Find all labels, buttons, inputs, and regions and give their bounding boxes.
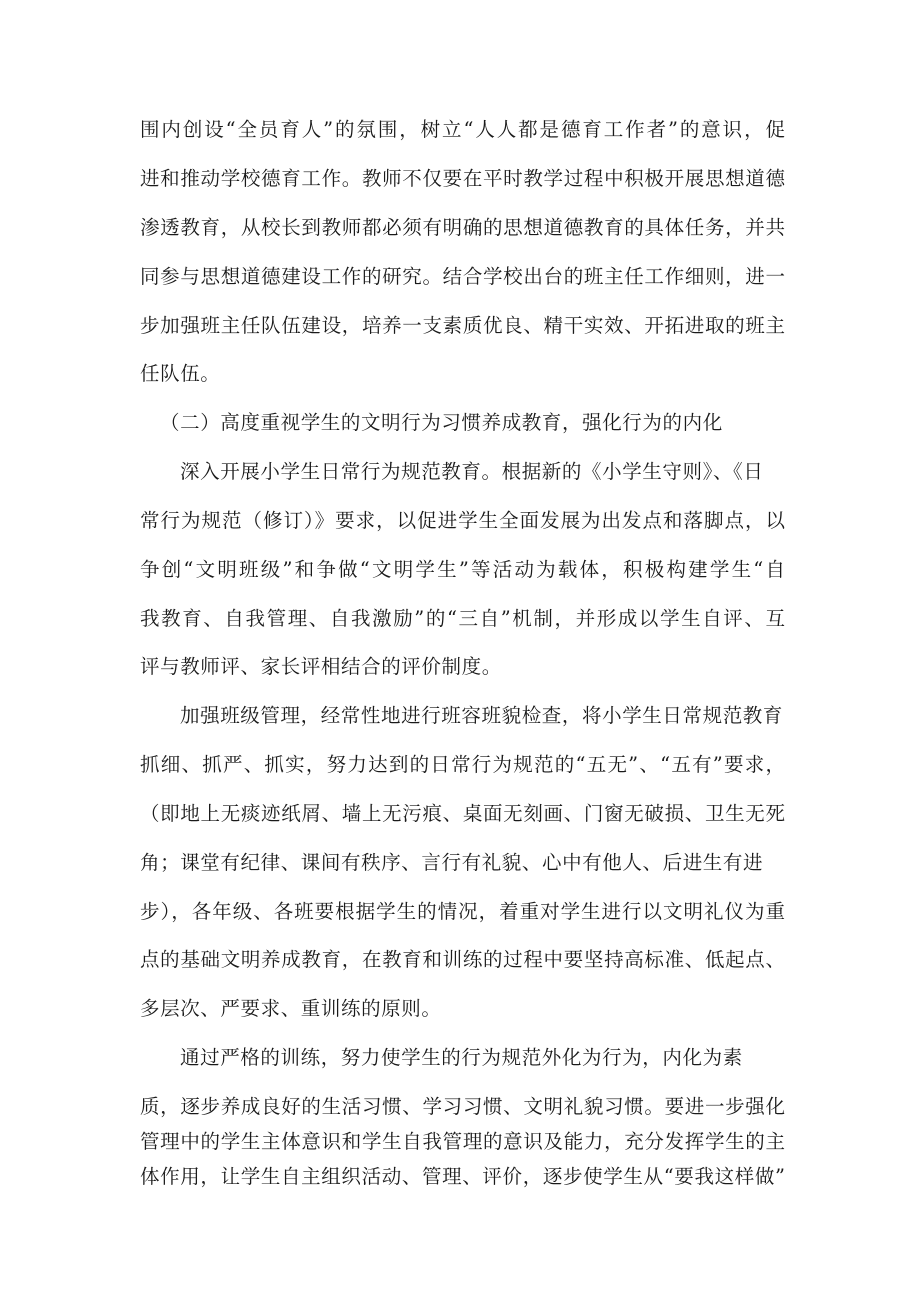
text-line: 任队伍。 bbox=[140, 362, 221, 385]
text-line: 体作用，让学生自主组织活动、管理、评价，逐步使学生从“要我这样做” bbox=[140, 1165, 785, 1188]
section-heading: （二）高度重视学生的文明行为习惯养成教育，强化行为的内化 bbox=[160, 411, 723, 434]
text-line: 加强班级管理，经常性地进行班容班貌检查，将小学生日常规范教育 bbox=[180, 704, 784, 727]
text-line: 点的基础文明养成教育，在教育和训练的过程中要坚持高标准、低起点、 bbox=[140, 948, 785, 971]
text-line: 管理中的学生主体意识和学生自我管理的意识及能力，充分发挥学生的主 bbox=[140, 1130, 785, 1153]
text-line: 我教育、自我管理、自我激励”的“三自”机制，并形成以学生自评、互 bbox=[140, 607, 785, 630]
text-line: 渗透教育，从校长到教师都必须有明确的思想道德教育的具体任务，并共 bbox=[140, 216, 785, 239]
text-line: 多层次、严要求、重训练的原则。 bbox=[140, 997, 442, 1020]
text-line: 角；课堂有纪律、课间有秩序、言行有礼貌、心中有他人、后进生有进 bbox=[140, 851, 764, 874]
text-line: 抓细、抓严、抓实，努力达到的日常行为规范的“五无”、“五有”要求， bbox=[140, 753, 785, 776]
text-line: 质，逐步养成良好的生活习惯、学习习惯、文明礼貌习惯。要进一步强化 bbox=[140, 1095, 785, 1118]
text-line: （即地上无痰迹纸屑、墙上无污痕、桌面无刻画、门窗无破损、卫生无死 bbox=[140, 802, 785, 825]
text-line: 深入开展小学生日常行为规范教育。根据新的《小学生守则》、《日 bbox=[180, 460, 764, 483]
text-line: 围内创设“全员育人”的氛围，树立“人人都是德育工作者”的意识，促 bbox=[140, 118, 785, 141]
text-line: 通过严格的训练，努力使学生的行为规范外化为行为，内化为素 bbox=[180, 1046, 743, 1069]
text-line: 争创“文明班级”和争做“文明学生”等活动为载体，积极构建学生“自 bbox=[140, 558, 785, 581]
text-line: 进和推动学校德育工作。教师不仅要在平时教学过程中积极开展思想道德 bbox=[140, 167, 785, 190]
text-line: 同参与思想道德建设工作的研究。结合学校出台的班主任工作细则，进一 bbox=[140, 265, 785, 288]
text-line: 步），各年级、各班要根据学生的情况，着重对学生进行以文明礼仪为重 bbox=[140, 900, 785, 923]
text-line: 评与教师评、家长评相结合的评价制度。 bbox=[140, 655, 502, 678]
text-line: 常行为规范（修订）》要求，以促进学生全面发展为出发点和落脚点，以 bbox=[140, 509, 785, 532]
text-line: 步加强班主任队伍建设，培养一支素质优良、精干实效、开拓进取的班主 bbox=[140, 314, 785, 337]
